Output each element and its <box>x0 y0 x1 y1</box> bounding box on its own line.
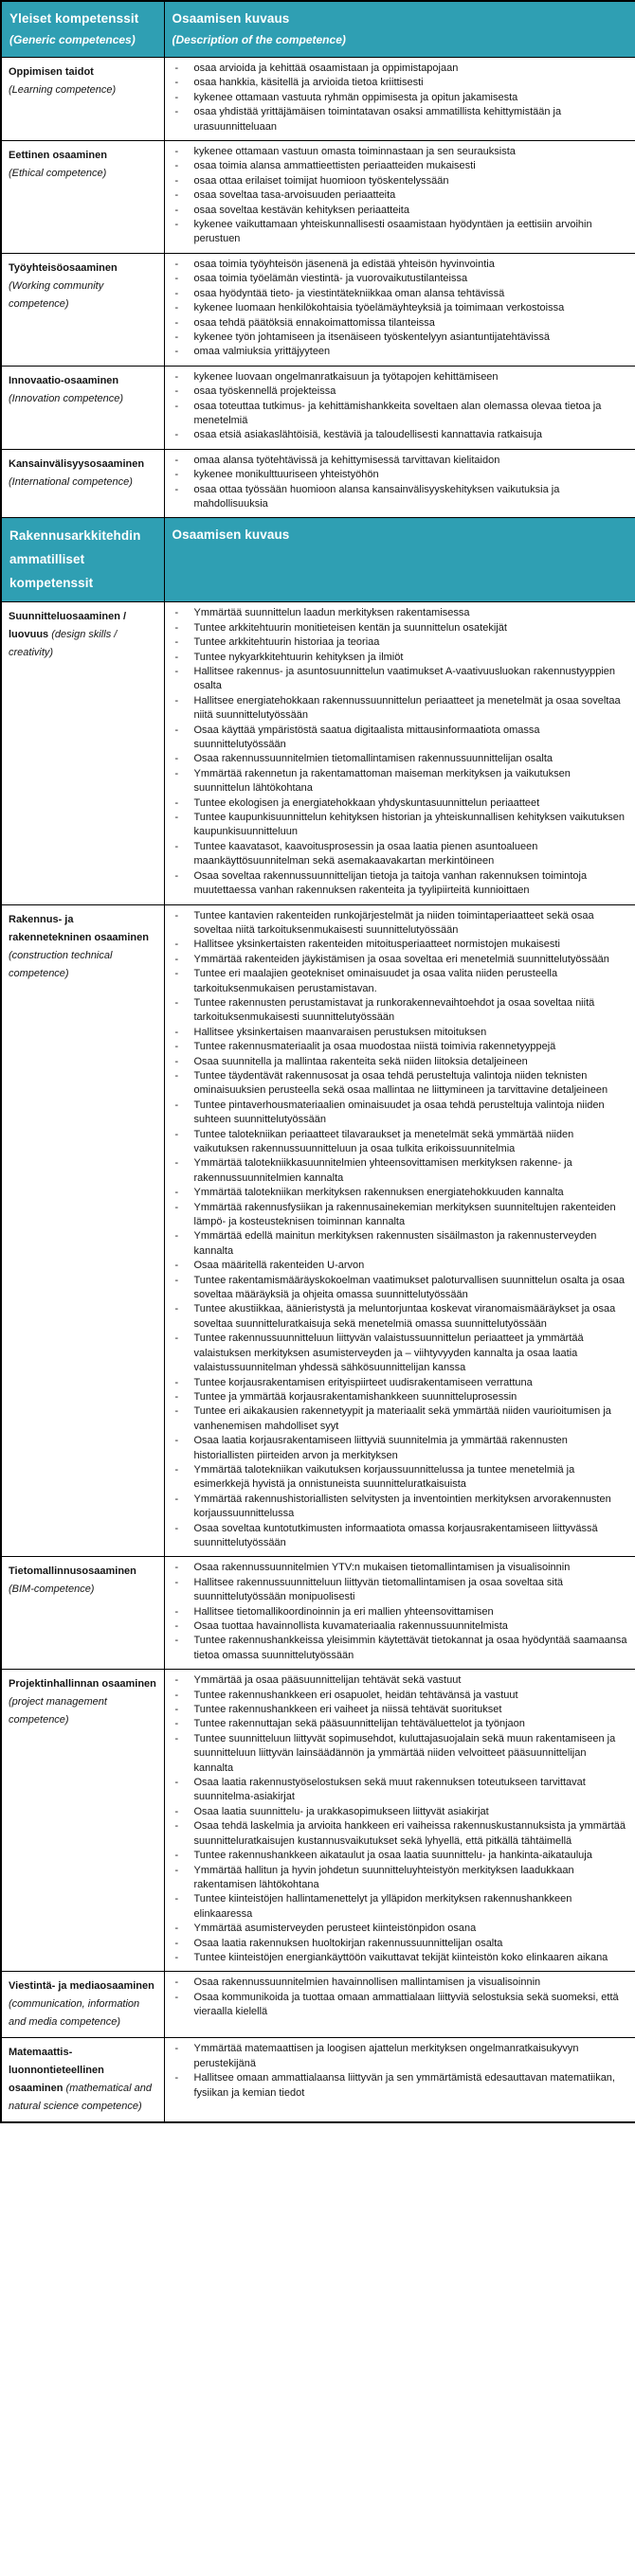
bullet-item: - Tuntee kaavatasot, kaavoitusprosessin ja osaa laatia pienen asuntoalueen maankäyttösuunnitelman sekä asemakaavakartan merkintöineen <box>169 840 628 869</box>
bullet-item: - osaa tehdä päätöksiä ennakoimattomissa tilanteissa <box>169 316 628 331</box>
competence-name-cell <box>1 58 164 141</box>
bullet-item: - Tuntee kiinteistöjen energiankäyttöön vaikuttavat tekijät kiinteistön koko elinkaaren aikana <box>169 1951 628 1965</box>
bullet-item: - Tuntee talotekniikan periaatteet tilavaraukset ja menetelmät sekä ymmärtää niiden vaikutuksen rakennussuunnitteluun ja osaa tulkita erikoissuunnitelmia <box>169 1128 628 1157</box>
bullet-item: - Osaa kommunikoida ja tuottaa omaan ammattialaan liittyviä selostuksia sekä suomeksi, että vieraalla kielellä <box>169 1991 628 2020</box>
bullet-list <box>169 1561 628 1663</box>
desc-title: Osaamisen kuvaus <box>172 11 290 26</box>
bullet-item: - Tuntee rakennushankkeissa yleisimmin käytettävät tietokannat ja osaa hyödyntää saamaansa tietoa omassa suunnittelutyössään <box>169 1634 628 1663</box>
bullet-item: - Tuntee akustiikkaa, äänieristystä ja meluntorjuntaa koskevat viranomaismääräykset ja osaa soveltaa suunnitteluratkaisuja sekä menetelmiä omassa suunnittelutyössään <box>169 1302 628 1332</box>
bullet-item: - Osaa laatia rakennustyöselostuksen sekä muut rakennuksen toteutukseen tarvittavat suunnitelma-asiakirjat <box>169 1776 628 1805</box>
bullet-item: - Ymmärtää asumisterveyden perusteet kiinteistönpidon osana <box>169 1922 628 1936</box>
competence-name-en: (International competence) <box>9 475 133 488</box>
competence-desc-cell <box>164 141 635 254</box>
row-working-community <box>1 253 635 366</box>
competence-desc-cell <box>164 1972 635 2038</box>
competence-name-cell <box>1 1972 164 2038</box>
bullet-list <box>169 454 628 512</box>
bullet-item: - Tuntee rakennusmateriaalit ja osaa muodostaa niistä toimivia rakennetyyppejä <box>169 1040 628 1054</box>
competence-desc-cell <box>164 1557 635 1670</box>
competence-desc-cell <box>164 602 635 904</box>
bullet-item: - Hallitsee yksinkertaisten rakenteiden mitoitusperiaatteet normistojen mukaisesti <box>169 938 628 952</box>
bullet-item: - Hallitsee rakennus- ja asuntosuunnittelun vaatimukset A-vaativuusluokan rakennustyyppien osalta <box>169 665 628 694</box>
bullet-item: - Tuntee rakennuttajan sekä pääsuunnittelijan tehtäväluettelot ja työnjaon <box>169 1717 628 1731</box>
bullet-item: - Osaa tuottaa havainnollista kuvamateriaalia rakennussuunnitelmista <box>169 1619 628 1634</box>
competence-name-cell <box>1 449 164 518</box>
competence-name-cell <box>1 141 164 254</box>
bullet-item: - osaa yhdistää yrittäjämäisen toimintatavan osaksi ammatillista kehittymistään ja urasuunnitteluaan <box>169 105 628 134</box>
bullet-item: - osaa toimia työelämän viestintä- ja vuorovaikutustilanteissa <box>169 272 628 286</box>
bullet-item: - Ymmärtää ja osaa pääsuunnittelijan tehtävät sekä vastuut <box>169 1673 628 1688</box>
competence-name-cell <box>1 602 164 904</box>
bullet-item: - Tuntee arkkitehtuurin historiaa ja teoriaa <box>169 635 628 650</box>
section-header-professional <box>1 518 635 602</box>
professional-header-cell <box>1 518 164 602</box>
bullet-item: - Tuntee kaupunkisuunnittelun kehityksen historian ja yhteiskunnallisen kehityksen vaikutuksen kaupunkisuunnitteluun <box>169 811 628 840</box>
bullet-item: - omaa valmiuksia yrittäjyyteen <box>169 345 628 359</box>
bullet-item: - kykenee monikulttuuriseen yhteistyöhön <box>169 468 628 482</box>
row-learning <box>1 58 635 141</box>
competence-name: Eettinen osaaminen <box>9 150 107 162</box>
bullet-item: - Tuntee pintaverhousmateriaalien ominaisuudet ja osaa tehdä perusteltuja valintoja niiden suhteen suunnittelutyössään <box>169 1099 628 1128</box>
bullet-item: - osaa hyödyntää tieto- ja viestintätekniikkaa oman alansa tehtävissä <box>169 287 628 301</box>
bullet-item: - Hallitsee tietomallikoordinoinnin ja eri mallien yhteensovittamisen <box>169 1605 628 1619</box>
row-construction-technical <box>1 904 635 1557</box>
section-subtitle: (Generic competences) <box>9 33 136 46</box>
bullet-item: - osaa soveltaa kestävän kehityksen periaatteita <box>169 204 628 218</box>
bullet-item: - Tuntee ekologisen ja energiatehokkaan yhdyskuntasuunnittelun periaatteet <box>169 796 628 811</box>
desc-subtitle: (Description of the competence) <box>172 33 346 46</box>
competence-name-en: (mathematical and natural science competence) <box>9 2083 153 2113</box>
bullet-list <box>169 909 628 1551</box>
competence-desc-cell <box>164 253 635 366</box>
generic-desc-header-cell <box>164 1 635 58</box>
bullet-item: - Osaa määritellä rakenteiden U-arvon <box>169 1259 628 1273</box>
bullet-item: - kykenee luomaan henkilökohtaisia työelämäyhteyksiä ja toimimaan verkostoissa <box>169 301 628 315</box>
bullet-item: - osaa toimia alansa ammattieettisten periaatteiden mukaisesti <box>169 159 628 173</box>
bullet-item: - Ymmärtää matemaattisen ja loogisen ajattelun merkityksen ongelmanratkaisukyvyn perustekijänä <box>169 2042 628 2071</box>
bullet-list <box>169 145 628 247</box>
bullet-item: - Osaa rakennussuunnitelmien YTV:n mukaisen tietomallintamisen ja visualisoinnin <box>169 1561 628 1575</box>
competence-name: Viestintä- ja mediaosaaminen <box>9 1980 154 1993</box>
bullet-list <box>169 370 628 443</box>
competence-name-en: (Innovation competence) <box>9 392 124 404</box>
bullet-item: - Osaa laatia korjausrakentamiseen liittyviä suunnitelmia ja ymmärtää rakennusten historiallisten piirteiden arvon ja merkityksen <box>169 1434 628 1463</box>
row-math-natural-science <box>1 2038 635 2123</box>
bullet-item: - Ymmärtää rakennusfysiikan ja rakennusainekemian merkityksen suunniteltujen rakenteiden lämpö- ja kosteusteknisen toiminnan kannalta <box>169 1201 628 1230</box>
competence-name: Työyhteisöosaaminen <box>9 261 118 274</box>
bullet-item: - Tuntee rakennushankkeen eri vaiheet ja niissä tehtävät suoritukset <box>169 1703 628 1717</box>
bullet-item: - osaa toteuttaa tutkimus- ja kehittämishankkeita soveltaen alan olemassa olevaa tietoa ja menetelmiä <box>169 400 628 429</box>
generic-header-cell <box>1 1 164 58</box>
bullet-item: - Osaa tehdä laskelmia ja arvioita hankkeen eri vaiheissa rakennuskustannuksista ja ymmärtää suunnitteluratkaisujen kustannusvaikutukset sekä lyhyellä, että pitkällä tähtäimellä <box>169 1819 628 1849</box>
row-communication-media <box>1 1972 635 2038</box>
competence-desc-cell <box>164 1670 635 1972</box>
bullet-item: - osaa toimia työyhteisön jäsenenä ja edistää yhteisön hyvinvointia <box>169 258 628 272</box>
competence-name: Rakennus- ja rakennetekninen osaaminen <box>9 913 149 943</box>
bullet-list <box>169 1976 628 2019</box>
competence-name-cell <box>1 2038 164 2123</box>
competence-name-en: (Working community competence) <box>9 279 104 310</box>
bullet-item: - osaa työskennellä projekteissa <box>169 385 628 399</box>
competence-desc-cell <box>164 449 635 518</box>
competence-name-en: (design skills / creativity) <box>9 629 118 659</box>
bullet-item: - Tuntee ja ymmärtää korjausrakentamishankkeen suunnitteluprosessin <box>169 1390 628 1404</box>
bullet-item: - Osaa soveltaa rakennussuunnittelijan tietoja ja taitoja vanhan rakennuksen toimintoja muutettaessa vanhan rakennuksen rakenteita ja tyylipiirteitä kunnioittaen <box>169 869 628 899</box>
bullet-item: - Ymmärtää edellä mainitun merkityksen rakennusten sisäilmaston ja rakennusterveyden kannalta <box>169 1229 628 1259</box>
bullet-item: - osaa ottaa työssään huomioon alansa kansainvälisyyskehityksen vaikutuksia ja mahdollisuuksia <box>169 483 628 512</box>
competence-name-en: (communication, information and media competence) <box>9 1998 140 2029</box>
competence-name: Matemaattis-luonnontieteellinen osaaminen <box>9 2047 104 2095</box>
competence-name-en: (Learning competence) <box>9 84 117 96</box>
bullet-item: - kykenee vaikuttamaan yhteiskunnallisesti osaamistaan hyödyntäen ja eettisiin arvoihin perustuen <box>169 218 628 247</box>
competence-name-cell <box>1 253 164 366</box>
bullet-item: - Osaa käyttää ympäristöstä saatua digitaalista mittausinformaatiota omassa suunnittelutyössään <box>169 724 628 753</box>
bullet-item: - osaa soveltaa tasa-arvoisuuden periaatteita <box>169 188 628 203</box>
competence-name-en: (construction technical competence) <box>9 949 113 979</box>
row-bim <box>1 1557 635 1670</box>
row-design-skills <box>1 602 635 904</box>
competence-name-cell <box>1 1670 164 1972</box>
bullet-item: - Tuntee kiinteistöjen hallintamenettelyt ja ylläpidon merkityksen rakennushankkeen elinkaaressa <box>169 1892 628 1922</box>
bullet-item: - Tuntee rakennussuunnitteluun liittyvän valaistussuunnittelun periaatteet ja ymmärtää valaistuksen merkityksen asumisterveyden ja – viihtyvyyden kannalta ja osaa laatia valaistussuunnitelman yhdessä sähkösuunnittelijan kanssa <box>169 1332 628 1375</box>
bullet-item: - Tuntee täydentävät rakennusosat ja osaa tehdä perusteltuja valintoja niiden teknisten ominaisuuksien perusteella sekä osaa mallintaa ne liittymineen ja tarvittavine detaljeineen <box>169 1069 628 1099</box>
bullet-item: - Osaa suunnitella ja mallintaa rakenteita sekä niiden liitoksia detaljeineen <box>169 1055 628 1069</box>
bullet-item: - Osaa rakennussuunnitelmien havainnollisen mallintamisen ja visualisoinnin <box>169 1976 628 1990</box>
bullet-item: - Hallitsee rakennussuunnitteluun liittyvän tietomallintamisen ja osaa soveltaa sitä suunnittelutyössään monipuolisesti <box>169 1576 628 1605</box>
bullet-item: - Ymmärtää suunnittelun laadun merkityksen rakentamisessa <box>169 606 628 620</box>
section-title: Rakennusarkkitehdin ammatilliset kompetenssit <box>9 528 141 591</box>
bullet-item: - omaa alansa työtehtävissä ja kehittymisessä tarvittavan kielitaidon <box>169 454 628 468</box>
bullet-item: - Tuntee suunnitteluun liittyvät sopimusehdot, kuluttajasuojalain sekä muun rakentamiseen ja suunnitteluun liittyvän lainsäädännön ja ymmärtää niiden velvoitteet pääsuunnittelijan kannalta <box>169 1732 628 1776</box>
bullet-item: - osaa etsiä asiakaslähtöisiä, kestäviä ja taloudellisesti kannattavia ratkaisuja <box>169 428 628 442</box>
bullet-item: - Tuntee rakennushankkeen aikataulut ja osaa laatia suunnittelu- ja hankinta-aikatauluja <box>169 1849 628 1863</box>
competence-desc-cell <box>164 58 635 141</box>
professional-desc-header-cell <box>164 518 635 602</box>
bullet-item: - kykenee ottamaan vastuun omasta toiminnastaan ja sen seurauksista <box>169 145 628 159</box>
bullet-list <box>169 606 628 898</box>
bullet-item: - Tuntee rakentamismääräyskokoelman vaatimukset paloturvallisen suunnittelun osalta ja osaa soveltaa määräyksiä ja ohjeita omassa suunnittelutyössään <box>169 1274 628 1303</box>
bullet-item: - Hallitsee omaan ammattialaansa liittyvän ja sen ymmärtämistä edesauttavan matematiikan, fysiikan ja kemian tiedot <box>169 2071 628 2101</box>
bullet-item: - Ymmärtää rakennushistoriallisten selvitysten ja inventointien merkityksen arvorakennusten korjaussuunnittelussa <box>169 1493 628 1522</box>
row-innovation <box>1 366 635 449</box>
competence-name: Projektinhallinnan osaaminen <box>9 1678 156 1690</box>
bullet-item: - osaa arvioida ja kehittää osaamistaan ja oppimistapojaan <box>169 62 628 76</box>
competence-name-en: (BIM-competence) <box>9 1583 95 1596</box>
row-ethical <box>1 141 635 254</box>
bullet-item: - kykenee luovaan ongelmanratkaisuun ja työtapojen kehittämiseen <box>169 370 628 385</box>
bullet-item: - kykenee ottamaan vastuuta ryhmän oppimisesta ja opitun jakamisesta <box>169 91 628 105</box>
bullet-item: - Ymmärtää rakenteiden jäykistämisen ja osaa soveltaa eri menetelmiä suunnittelutyössään <box>169 953 628 967</box>
row-international <box>1 449 635 518</box>
competence-name: Kansainvälisyysosaaminen <box>9 457 145 470</box>
competence-desc-cell <box>164 904 635 1557</box>
bullet-item: - Tuntee rakennusten perustamistavat ja runkorakennevaihtoehdot ja osaa soveltaa niitä tarkoituksenmukaisesti suunnittelutyössään <box>169 996 628 1026</box>
bullet-item: - kykenee työn johtamiseen ja itsenäiseen työskentelyyn asiantuntijatehtävissä <box>169 331 628 345</box>
section-title: Yleiset kompetenssit <box>9 11 139 26</box>
bullet-list <box>169 258 628 360</box>
bullet-item: - osaa hankkia, käsitellä ja arvioida tietoa kriittisesti <box>169 76 628 90</box>
desc-title: Osaamisen kuvaus <box>172 528 290 543</box>
competence-name-en: (project management competence) <box>9 1696 107 1726</box>
bullet-item: - Tuntee korjausrakentamisen erityispiirteet uudisrakentamiseen verrattuna <box>169 1376 628 1390</box>
competence-name-cell <box>1 904 164 1557</box>
bullet-item: - Osaa laatia rakennuksen huoltokirjan rakennussuunnittelijan osalta <box>169 1937 628 1951</box>
bullet-item: - Osaa soveltaa kuntotutkimusten informaatiota omassa korjausrakentamiseen liittyvässä suunnittelutyössään <box>169 1522 628 1551</box>
section-header-generic <box>1 1 635 58</box>
bullet-list <box>169 1673 628 1965</box>
row-project-management <box>1 1670 635 1972</box>
competence-name-cell <box>1 1557 164 1670</box>
bullet-item: - Ymmärtää hallitun ja hyvin johdetun suunnitteluyhteistyön merkityksen laadukkaan rakentamisen lähtökohtana <box>169 1864 628 1893</box>
bullet-item: - Tuntee arkkitehtuurin monitieteisen kentän ja suunnittelun osatekijät <box>169 621 628 635</box>
bullet-item: - Ymmärtää talotekniikan vaikutuksen korjaussuunnittelussa ja tuntee menetelmiä ja esimerkkejä hyvistä ja onnistuneista suunnitteluratkaisuista <box>169 1463 628 1493</box>
section-professional <box>1 518 635 2122</box>
bullet-item: - Hallitsee energiatehokkaan rakennussuunnittelun periaatteet ja menetelmät ja osaa soveltaa niitä suunnittelutyössään <box>169 694 628 724</box>
bullet-item: - Tuntee kantavien rakenteiden runkojärjestelmät ja niiden toimintaperiaatteet sekä osaa soveltaa niitä tarkoituksenmukaisesti suunnittelutyössään <box>169 909 628 939</box>
bullet-item: - Osaa rakennussuunnitelmien tietomallintamisen rakennussuunnittelijan osalta <box>169 752 628 766</box>
competence-name: Innovaatio-osaaminen <box>9 374 119 386</box>
competence-name: Tietomallinnusosaaminen <box>9 1565 136 1578</box>
bullet-item: - Tuntee eri maalajien geotekniset ominaisuudet ja osaa valita niiden perusteella tarkoituksenmukaisen perustamistavan. <box>169 967 628 996</box>
bullet-item: - Tuntee rakennushankkeen eri osapuolet, heidän tehtävänsä ja vastuut <box>169 1689 628 1703</box>
bullet-item: - Ymmärtää rakennetun ja rakentamattoman maiseman merkityksen ja vaikutuksen suunnittelun lähtökohtana <box>169 767 628 796</box>
bullet-item: - Osaa laatia suunnittelu- ja urakkasopimukseen liittyvät asiakirjat <box>169 1805 628 1819</box>
competence-name: Oppimisen taidot <box>9 66 94 78</box>
bullet-item: - Ymmärtää talotekniikkasuunnitelmien yhteensovittamisen merkityksen rakenne- ja rakennussuunnitelmien kannalta <box>169 1156 628 1186</box>
bullet-item: - osaa ottaa erilaiset toimijat huomioon työskentelyssään <box>169 174 628 188</box>
bullet-item: - Ymmärtää talotekniikan merkityksen rakennuksen energiatehokkuuden kannalta <box>169 1186 628 1200</box>
bullet-list <box>169 2042 628 2101</box>
competence-name: Suunnitteluosaaminen / luovuus <box>9 611 127 641</box>
bullet-item: - Tuntee nykyarkkitehtuurin kehityksen ja ilmiöt <box>169 651 628 665</box>
competence-desc-cell <box>164 366 635 449</box>
bullet-item: - Hallitsee yksinkertaisen maanvaraisen perustuksen mitoituksen <box>169 1026 628 1040</box>
competence-name-en: (Ethical competence) <box>9 168 107 180</box>
bullet-list <box>169 62 628 134</box>
competence-name-cell <box>1 366 164 449</box>
competence-desc-cell <box>164 2038 635 2123</box>
section-generic <box>1 1 635 518</box>
bullet-item: - Tuntee eri aikakausien rakennetyypit ja materiaalit sekä ymmärtää niiden vaurioitumisen ja vanhenemisen mahdolliset syyt <box>169 1404 628 1434</box>
